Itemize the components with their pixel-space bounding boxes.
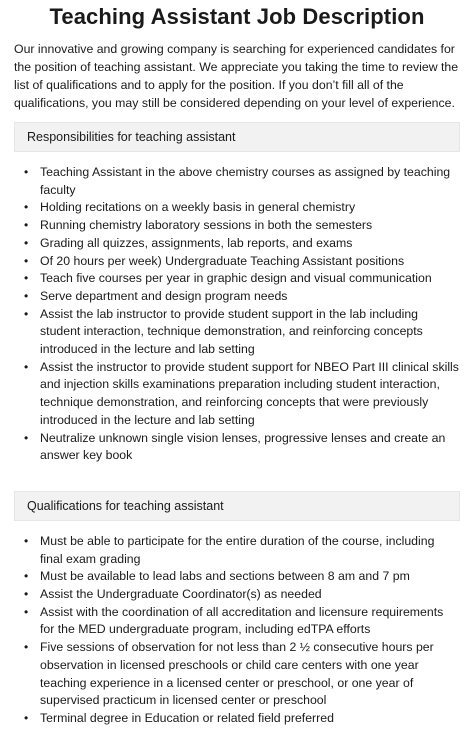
list-item (14, 306, 460, 359)
list-item-text: Running chemistry laboratory sessions in both the semesters (40, 218, 373, 233)
page-title: Teaching Assistant Job Description (49, 4, 425, 29)
responsibilities-header: Responsibilities for teaching assistant (14, 122, 460, 152)
list-item-text: Assist with the coordination of all accreditation and licensure requirements for the MED undergraduate program, including edTPA efforts (40, 604, 444, 637)
qualifications-list (14, 533, 460, 728)
list-item (14, 604, 460, 639)
list-item (14, 164, 460, 199)
list-item (14, 235, 460, 253)
list-item (14, 568, 460, 586)
list-item-text: Terminal degree in Education or related field preferred (40, 710, 334, 725)
list-item-text: Of 20 hours per week) Undergraduate Teaching Assistant positions (40, 253, 405, 268)
list-item (14, 199, 460, 217)
bullet-icon: • (24, 165, 29, 179)
bullet-icon: • (24, 253, 29, 268)
list-item (14, 586, 460, 604)
bullet-icon: • (24, 288, 29, 303)
bullet-icon: • (24, 640, 29, 655)
bullet-icon: • (24, 569, 29, 584)
list-item (14, 359, 460, 430)
list-item-text: Must be available to lead labs and sections between 8 am and 7 pm (40, 569, 410, 584)
qualifications-header: Qualifications for teaching assistant (14, 491, 460, 521)
bullet-icon: • (24, 200, 29, 215)
bullet-icon: • (24, 218, 29, 233)
list-item-text: Neutralize unknown single vision lenses, progressive lenses and create an answer key book (40, 430, 446, 463)
intro-paragraph: Our innovative and growing company is searching for experienced candidates for the position of teaching assistant. We appreciate you taking the time to review the list of qualifications and to apply for the position. If you don’t fill all of the qualifications, you may still be considered depending on your level of experience. (14, 42, 459, 110)
responsibilities-list (14, 164, 460, 465)
bullet-icon: • (24, 306, 29, 321)
bullet-icon: • (24, 533, 29, 548)
list-item (14, 253, 460, 271)
list-item (14, 288, 460, 306)
bullet-icon: • (24, 430, 29, 445)
list-item-text: Five sessions of observation for not less than 2 ½ consecutive hours per observation in licensed preschools or child care centers with one year teaching experience in a licensed center or preschool, or one year of supervised practicum in licensed center or preschool (40, 640, 434, 708)
list-item-text: Holding recitations on a weekly basis in general chemistry (40, 200, 356, 215)
list-item (14, 270, 460, 288)
bullet-icon: • (24, 710, 29, 725)
list-item-text: Grading all quizzes, assignments, lab reports, and exams (40, 235, 353, 250)
list-item-text: Teach five courses per year in graphic design and visual communication (40, 271, 432, 286)
bullet-icon: • (24, 271, 29, 286)
list-item (14, 639, 460, 710)
list-item-text: Serve department and design program needs (40, 288, 288, 303)
list-item-text: Must be able to participate for the entire duration of the course, including final exam grading (40, 533, 435, 566)
list-item (14, 217, 460, 235)
list-item-text: Assist the instructor to provide student support for NBEO Part III clinical skills and injection skills examinations preparation including student interaction, technique demonstration, and reinforcing concepts that were previously introduced in the lecture and lab setting (40, 359, 459, 427)
list-item (14, 430, 460, 465)
section-spacer (14, 465, 460, 481)
bullet-icon: • (24, 604, 29, 619)
list-item-text: Assist the Undergraduate Coordinator(s) as needed (40, 587, 322, 602)
bullet-icon: • (24, 359, 29, 374)
bullet-icon: • (24, 587, 29, 602)
list-item-text: Assist the lab instructor to provide student support in the lab including student interaction, technique demonstration, and reinforcing concepts introduced in the lecture and lab setting (40, 306, 423, 357)
list-item-text: Teaching Assistant in the above chemistry courses as assigned by teaching faculty (40, 165, 451, 197)
list-item (14, 710, 460, 728)
bullet-icon: • (24, 235, 29, 250)
list-item (14, 533, 460, 568)
